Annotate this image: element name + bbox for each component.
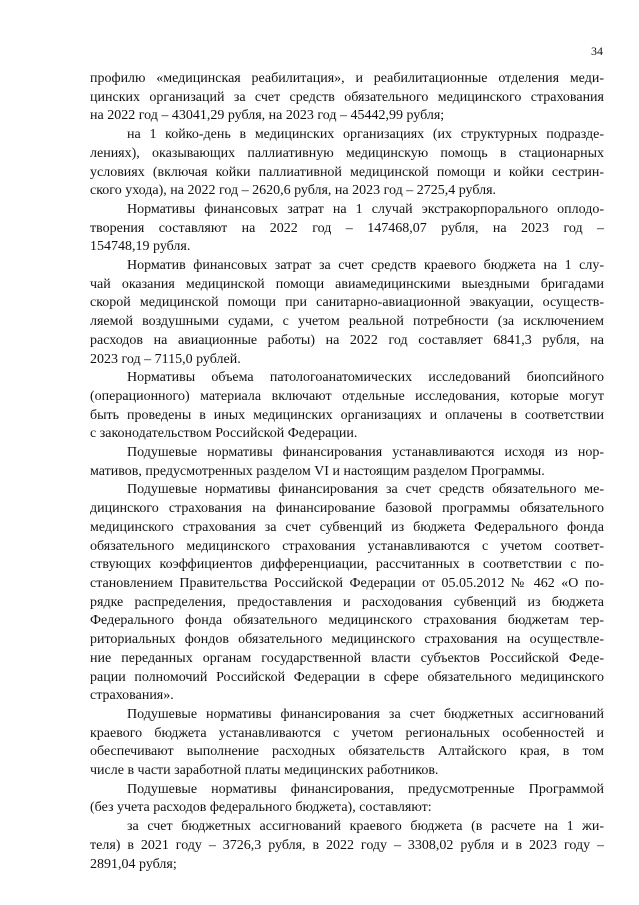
- text-line: Федерального фонда обязательного медицинского страхования бюджетам тер-: [90, 613, 604, 629]
- text-line: становлением Правительства Российской Федерации от 05.05.2012 № 462 «О по-: [90, 575, 604, 591]
- text-line: ствующих коэффициентов дифференциации, рассчитанных в соответствии с по-: [90, 557, 604, 573]
- text-line: Подушевые нормативы финансирования, предусмотренные Программой: [127, 781, 604, 797]
- text-line: риториальных фондов обязательного медицинского страхования на осуществле-: [90, 632, 604, 648]
- paragraph: [90, 257, 604, 369]
- text-line: 2023 год – 7115,0 рублей.: [90, 351, 241, 367]
- text-line: на 1 койко-день в медицинских организациях (их структурных подразде-: [127, 127, 604, 143]
- text-line: 2891,04 рубля;: [90, 856, 177, 872]
- text-line: на 2022 год – 43041,29 рубля, на 2023 год – 45442,99 рубля;: [90, 108, 445, 124]
- text-line: лениях), оказывающих паллиативную медицинскую помощь в стационарных: [90, 145, 604, 161]
- text-line: расходов на авиационные работы) на 2022 год составляет 6841,3 рубля, на: [90, 332, 604, 348]
- text-line: профилю «медицинская реабилитация», и реабилитационные отделения меди-: [90, 71, 604, 86]
- paragraph: [90, 818, 604, 874]
- text-line: цинских организаций за счет средств обязательного медицинского страхования: [90, 89, 604, 105]
- text-line: Подушевые нормативы финансирования за счет бюджетных ассигнований: [127, 706, 604, 722]
- text-line: страхования».: [90, 688, 174, 704]
- text-line: Подушевые нормативы финансирования устанавливаются исходя из нор-: [127, 445, 604, 461]
- paragraph: [90, 781, 604, 818]
- text-line: краевого бюджета устанавливаются с учетом региональных особенностей и: [90, 725, 604, 741]
- text-line: 154748,19 рубля.: [90, 239, 191, 255]
- text-line: дицинского страхования на финансирование базовой программы обязательного: [90, 501, 604, 517]
- text-line: мативов, предусмотренных разделом VI и настоящим разделом Программы.: [90, 463, 545, 479]
- text-line: Нормативы объема патологоанатомических исследований биопсийного: [127, 370, 604, 386]
- paragraph: [90, 126, 604, 201]
- text-line: медицинского страхования за счет субвенций из бюджета Федерального фонда: [90, 519, 604, 535]
- paragraph: [90, 70, 604, 126]
- text-line: (без учета расходов федерального бюджета), составляют:: [90, 800, 432, 816]
- text-line: условиях (включая койки паллиативной медицинской помощи и койки сестрин-: [90, 164, 604, 180]
- text-line: Подушевые нормативы финансирования за счет средств обязательного ме-: [127, 482, 604, 498]
- paragraph: [90, 481, 604, 705]
- text-line: рядке распределения, предоставления и расходования субвенций из бюджета: [90, 594, 604, 610]
- text-line: Норматив финансовых затрат за счет средств краевого бюджета на 1 слу-: [127, 258, 604, 274]
- text-line: чай оказания медицинской помощи авиамедицинскими выездными бригадами: [90, 276, 604, 292]
- text-line: обязательного медицинского страхования устанавливаются с учетом соответ-: [90, 538, 604, 554]
- text-line: быть проведены в иных медицинских организациях и оплачены в соответствии: [90, 407, 604, 423]
- text-line: ние переданных органам государственной власти субъектов Российской Феде-: [90, 650, 604, 666]
- text-line: с законодательством Российской Федерации.: [90, 426, 358, 442]
- document-body: [90, 70, 604, 874]
- text-line: ского ухода), на 2022 год – 2620,6 рубля, на 2023 год – 2725,4 рубля.: [90, 183, 497, 199]
- paragraph: [90, 444, 604, 481]
- paragraph: [90, 369, 604, 444]
- text-line: скорой медицинской помощи при санитарно-авиационной эвакуации, осуществ-: [90, 295, 604, 311]
- text-line: числе в части заработной платы медицинских работников.: [90, 763, 439, 779]
- text-line: обеспечивают выполнение расходных обязательств Алтайского края, в том: [90, 744, 604, 760]
- paragraph: [90, 706, 604, 781]
- text-line: за счет бюджетных ассигнований краевого бюджета (в расчете на 1 жи-: [127, 819, 604, 835]
- text-line: теля) в 2021 году – 3726,3 рубля, в 2022 году – 3308,02 рубля и в 2023 году –: [90, 837, 604, 853]
- text-line: рации полномочий Российской Федерации в сфере обязательного медицинского: [90, 669, 604, 685]
- text-line: творения составляют на 2022 год – 147468,07 рубля, на 2023 год –: [90, 220, 604, 236]
- text-line: ляемой воздушными судами, с учетом реальной потребности (за исключением: [90, 314, 604, 330]
- text-line: Нормативы финансовых затрат на 1 случай экстракорпорального оплодо-: [127, 201, 604, 217]
- text-line: (операционного) материала включают отдельные исследования, которые могут: [90, 388, 604, 404]
- paragraph: [90, 201, 604, 257]
- page-number: 34: [591, 44, 603, 58]
